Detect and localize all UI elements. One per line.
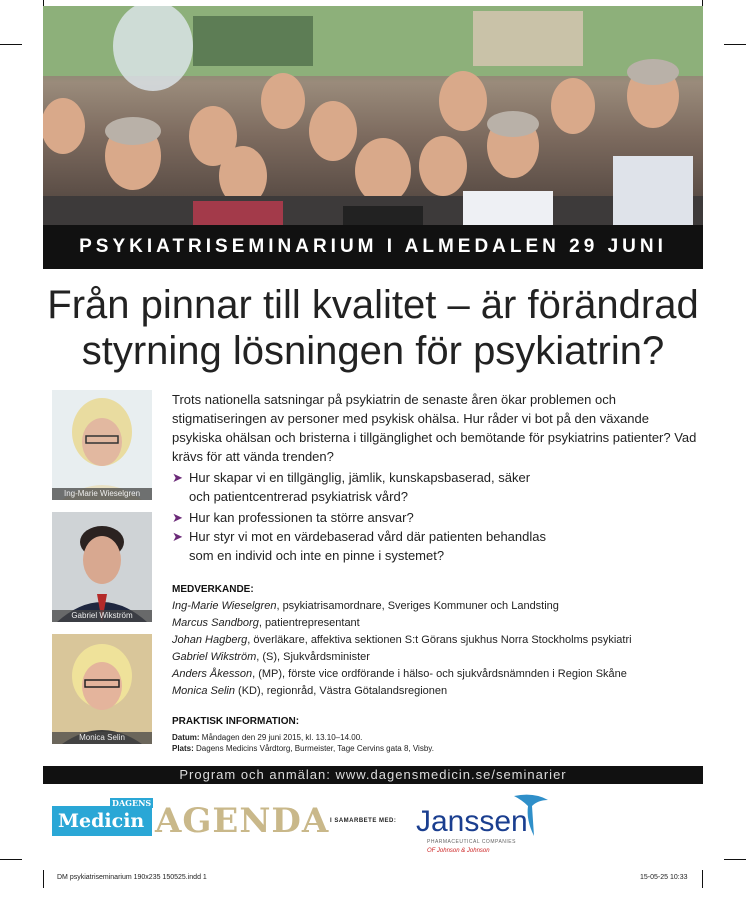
- crop-mark: [0, 859, 22, 860]
- speaker-photo: [52, 390, 152, 500]
- crop-mark: [724, 859, 746, 860]
- crop-mark: [43, 870, 44, 888]
- date-line: Datum: Måndagen den 29 juni 2015, kl. 13.10–14.00.: [172, 733, 363, 742]
- headline-line: Från pinnar till kvalitet – är förändrad: [47, 283, 699, 327]
- intro-paragraph: Trots nationella satsningar på psykiatrin de senaste åren ökar problemen och stigmatiseringen av personer med psykisk ohälsa. Hur råder vi bot på den växande psykiska ohälsan och bristerna i tillgänglighet och bemötande för psykiatrins patienter? Vad krävs för att vända trenden?: [172, 392, 697, 464]
- question-line: och patientcentrerad psykiatrisk vård?: [189, 489, 408, 504]
- janssen-subtitle: PHARMACEUTICAL COMPANIES: [427, 839, 516, 845]
- participants-title: MEDVERKANDE:: [172, 584, 254, 595]
- dagens-medicin-logo: DAGENS Medicin: [52, 806, 152, 836]
- question-item: [172, 468, 697, 506]
- speaker-photo: [52, 634, 152, 744]
- crop-mark: [724, 44, 746, 45]
- crowd-photo: [43, 6, 703, 225]
- crop-mark: [702, 870, 703, 888]
- question-line: som en individ och inte en pinne i systemet?: [189, 548, 445, 563]
- collaboration-label: I SAMARBETE MED:: [330, 818, 397, 824]
- question-line: Hur kan professionen ta större ansvar?: [189, 510, 414, 525]
- crop-mark: [0, 44, 22, 45]
- event-banner: PSYKIATRISEMINARIUM I ALMEDALEN 29 JUNI: [43, 225, 703, 269]
- question-line: Hur skapar vi en tillgänglig, jämlik, kunskapsbaserad, säker: [189, 470, 531, 485]
- footer-filename: DM psykiatriseminarium 190x235 150525.indd 1: [57, 874, 207, 881]
- janssen-parent: OF Johnson & Johnson: [427, 848, 490, 854]
- participant-entry: Johan Hagberg, överläkare, affektiva sektionen S:t Görans sjukhus Norra Stockholms psykiatri: [172, 634, 632, 646]
- speaker-caption: Monica Selin: [52, 732, 152, 744]
- question-item: [172, 527, 697, 565]
- registration-link[interactable]: Program och anmälan: www.dagensmedicin.se/seminarier: [43, 766, 703, 784]
- participant-entry: Marcus Sandborg, patientrepresentant: [172, 617, 360, 629]
- crowd-illustration: [43, 6, 703, 225]
- question-line: Hur styr vi mot en värdebaserad vård där patienten behandlas: [189, 529, 546, 544]
- arrow-bullet-icon: ➤: [172, 529, 183, 544]
- speaker-caption: Ing-Marie Wieselgren: [52, 488, 152, 500]
- practical-title: PRAKTISK INFORMATION:: [172, 716, 300, 727]
- headline: [43, 282, 703, 374]
- arrow-bullet-icon: ➤: [172, 510, 183, 525]
- practical-info: [172, 732, 697, 754]
- speaker-caption: Gabriel Wikström: [52, 610, 152, 622]
- janssen-swoosh-icon: [512, 790, 554, 842]
- portrait-illustration: [52, 390, 152, 500]
- participants-list: [172, 598, 697, 700]
- portrait-illustration: [52, 634, 152, 744]
- arrow-bullet-icon: ➤: [172, 470, 183, 485]
- footer-timestamp: 15-05-25 10:33: [640, 874, 688, 881]
- janssen-logo: Janssen: [416, 805, 528, 838]
- participant-entry: Anders Åkesson, (MP), förste vice ordförande i hälso- och sjukvårdsnämnden i Region Skåne: [172, 668, 627, 680]
- agenda-logo: AGENDA: [155, 801, 330, 841]
- headline-line: styrning lösningen för psykiatrin?: [81, 329, 665, 373]
- place-line: Plats: Dagens Medicins Vårdtorg, Burmeister, Tage Cervins gata 8, Visby.: [172, 744, 434, 753]
- portrait-illustration: [52, 512, 152, 622]
- participant-entry: Ing-Marie Wieselgren, psykiatrisamordnare, Sveriges Kommuner och Landsting: [172, 600, 559, 612]
- participant-entry: Gabriel Wikström, (S), Sjukvårdsminister: [172, 651, 370, 663]
- speaker-photo: [52, 512, 152, 622]
- participant-entry: Monica Selin (KD), regionråd, Västra Götalandsregionen: [172, 685, 448, 697]
- question-item: [172, 508, 697, 527]
